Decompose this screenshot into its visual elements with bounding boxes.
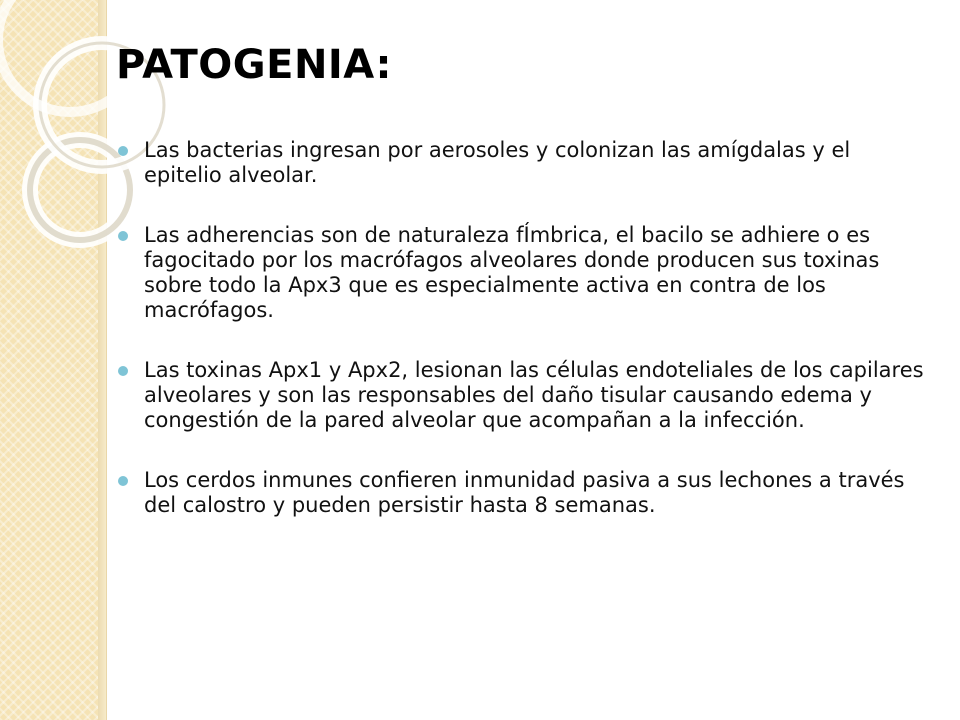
slide-title: PATOGENIA: (116, 42, 392, 88)
bullet-dot-icon (118, 476, 128, 486)
bullet-dot-icon (118, 231, 128, 241)
bullet-dot-icon (118, 146, 128, 156)
bullet-text: Los cerdos inmunes confieren inmunidad pasiva a sus lechones a través del calostro y pueden persistir hasta 8 semanas. (144, 468, 905, 517)
bullet-item (112, 138, 932, 188)
bullet-item (112, 358, 932, 433)
bullet-text: Las toxinas Apx1 y Apx2, lesionan las células endoteliales de los capilares alveolares y son las responsables del daño tisular causando edema y congestión de la pared alveolar que acompañan a la infección. (144, 358, 924, 432)
bullet-item (112, 223, 932, 323)
bullet-item (112, 468, 932, 518)
bullet-list (112, 138, 932, 553)
bullet-dot-icon (118, 366, 128, 376)
bullet-text: Las adherencias son de naturaleza fÍmbrica, el bacilo se adhiere o es fagocitado por los macrófagos alveolares donde producen sus toxinas sobre todo la Apx3 que es especialmente activa en contra de los macrófagos. (144, 223, 880, 322)
bullet-text: Las bacterias ingresan por aerosoles y colonizan las amígdalas y el epitelio alveolar. (144, 138, 851, 187)
